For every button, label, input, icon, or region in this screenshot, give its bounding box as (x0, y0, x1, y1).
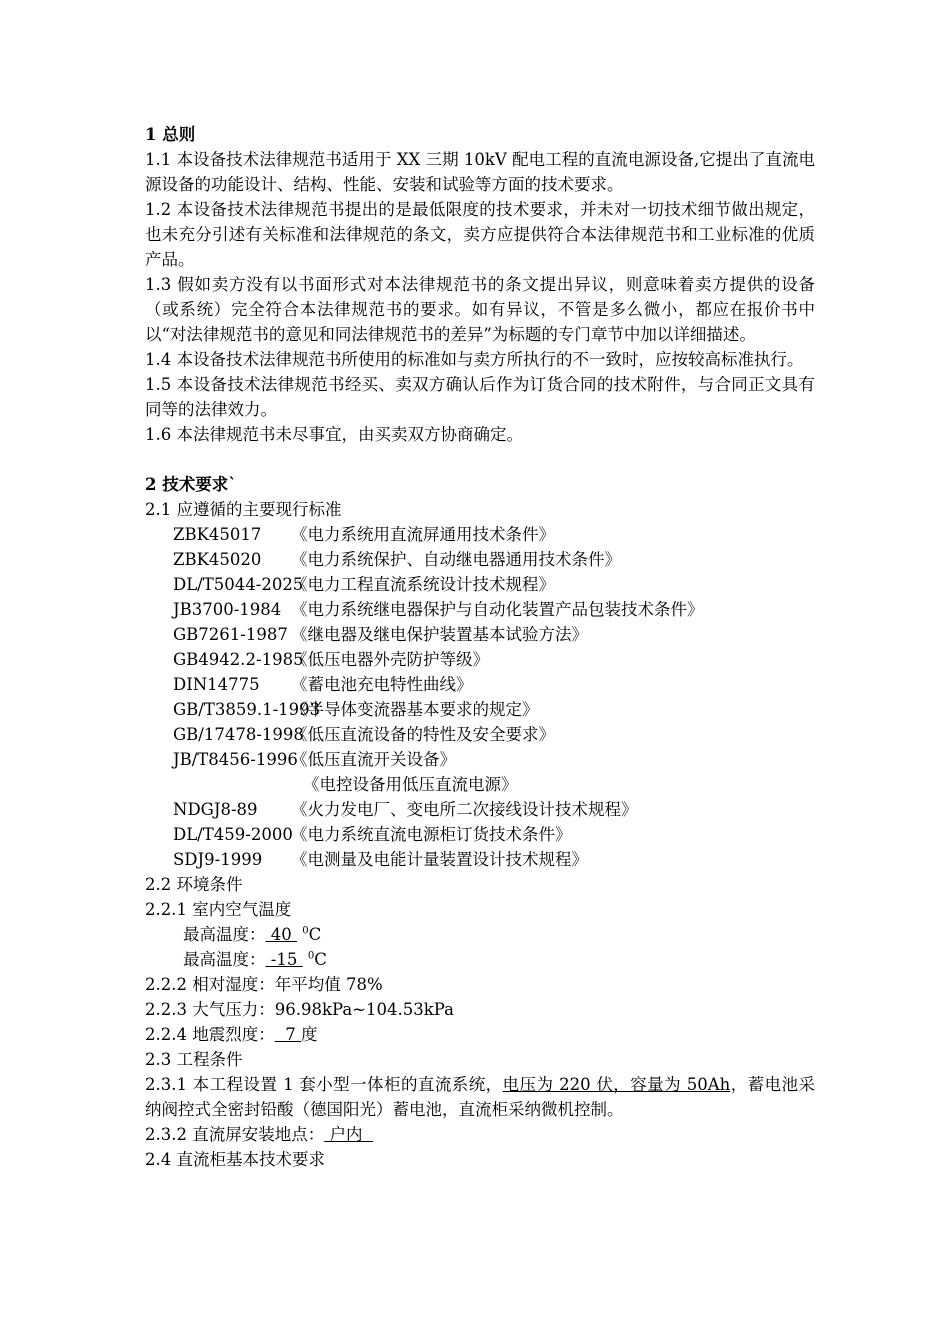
standard-title: 《火力发电厂、变电所二次接线设计技术规程》 (291, 800, 638, 819)
standard-code: NDGJ8-89 (173, 800, 258, 819)
standard-item (145, 747, 815, 772)
document-page (145, 122, 815, 1172)
standards-list (145, 522, 815, 872)
seismic-value: 7 (285, 1025, 296, 1044)
standard-title: 《低压电器外壳防护等级》 (291, 650, 489, 669)
clause-1-6: 1.6 本法律规范书未尽事宜，由买卖双方协商确定。 (145, 425, 523, 444)
temperature-unit: C (308, 925, 322, 944)
standard-item (145, 722, 815, 747)
standard-code: GB/T3859.1-1993 (173, 700, 321, 719)
clause-1-4: 1.4 本设备技术法律规范书所使用的标准如与卖方所执行的不一致时，应按较高标准执行。 (145, 350, 804, 369)
standard-item (145, 847, 815, 872)
clause-1-3: 1.3 假如卖方没有以书面形式对本法律规范书的条文提出异议，则意味着卖方提供的设备（或系统）完全符合本法律规范书的要求。如有异议，不管是多么微小，都应在报价书中以“对法律规范书的意见和同法律规范书的差异”为标题的专门章节中加以详细描述。 (145, 275, 815, 344)
standard-title: 《电力系统直流电源柜订货技术条件》 (291, 825, 572, 844)
spacer (145, 447, 815, 472)
standard-item (145, 822, 815, 847)
clause-2-2-title: 2.2 环境条件 (145, 875, 243, 894)
standard-item (145, 622, 815, 647)
install-location: 户内 (329, 1125, 363, 1144)
standard-item (145, 797, 815, 822)
voltage-capacity: 电压为 220 伏，容量为 50Ah (502, 1075, 731, 1094)
temperature-low (145, 947, 815, 972)
standard-code: ZBK45017 (173, 525, 262, 544)
standard-code: GB7261-1987 (173, 625, 288, 644)
standard-item (145, 572, 815, 597)
section-1-paragraphs (145, 147, 815, 447)
temperature-unit: C (314, 950, 327, 969)
clause-2-1-title: 2.1 应遵循的主要现行标准 (145, 500, 342, 519)
degree-sup: 0 (307, 950, 315, 962)
clause-2-2-3: 2.2.3 大气压力：96.98kPa~104.53kPa (145, 1000, 454, 1019)
temperature-low-label: 最高温度： (183, 950, 266, 969)
clause-2-2-4: 2.2.4 地震烈度： 7 度 (145, 1025, 318, 1044)
standard-title: 《电测量及电能计量装置设计技术规程》 (291, 850, 588, 869)
clause-2-3-title: 2.3 工程条件 (145, 1050, 243, 1069)
standard-code: SDJ9-1999 (173, 850, 263, 869)
standard-code: JB3700-1984 (173, 600, 282, 619)
standard-title: 《半导体变流器基本要求的规定》 (291, 700, 539, 719)
temperature-high (145, 922, 815, 947)
standard-item (145, 647, 815, 672)
standard-title: 《继电器及继电保护装置基本试验方法》 (291, 625, 588, 644)
standard-title: 《低压直流开关设备》 (291, 750, 456, 769)
standard-item (145, 772, 815, 797)
section-2-heading: 2 技术要求` (145, 475, 237, 494)
temperature-high-label: 最高温度： (183, 925, 266, 944)
temperature-low-value: -15 (270, 950, 298, 969)
standard-item (145, 697, 815, 722)
standard-title: 《电控设备用低压直流电源》 (303, 775, 518, 794)
clause-1-5: 1.5 本设备技术法律规范书经买、卖双方确认后作为订货合同的技术附件，与合同正文具有同等的法律效力。 (145, 375, 815, 419)
temperature-high-value: 40 (270, 925, 292, 944)
clause-1-1: 1.1 本设备技术法律规范书适用于 XX 三期 10kV 配电工程的直流电源设备,它提出了直流电源设备的功能设计、结构、性能、安装和试验等方面的技术要求。 (145, 150, 815, 194)
section-1-heading: 1 总则 (145, 125, 196, 144)
degree-sup: 0 (302, 925, 309, 937)
standard-item (145, 672, 815, 697)
standard-item (145, 522, 815, 547)
standard-item (145, 547, 815, 572)
standard-code: DIN14775 (173, 675, 260, 694)
standard-title: 《电力系统继电器保护与自动化装置产品包装技术条件》 (291, 600, 704, 619)
standard-code: ZBK45020 (173, 550, 262, 569)
standard-title: 《低压直流设备的特性及安全要求》 (291, 725, 555, 744)
clause-2-4-title: 2.4 直流柜基本技术要求 (145, 1150, 325, 1169)
clause-2-3-1: 2.3.1 本工程设置 1 套小型一体柜的直流系统，电压为 220 伏，容量为 50Ah，蓄电池采纳阀控式全密封铅酸（德国阳光）蓄电池，直流柜采纳微机控制。 (145, 1075, 815, 1119)
clause-2-2-2: 2.2.2 相对湿度：年平均值 78% (145, 975, 383, 994)
standard-item (145, 597, 815, 622)
clause-2-3-2: 2.3.2 直流屏安装地点： 户内 (145, 1122, 815, 1147)
standard-title: 《电力工程直流系统设计技术规程》 (291, 575, 555, 594)
clause-2-2-1-title: 2.2.1 室内空气温度 (145, 900, 292, 919)
standard-code: GB/17478-1998 (173, 725, 304, 744)
standard-title: 《电力系统用直流屏通用技术条件》 (291, 525, 555, 544)
standard-code: DL/T459-2000 (173, 825, 293, 844)
standard-code: GB4942.2-1985 (173, 650, 304, 669)
standard-title: 《电力系统保护、自动继电器通用技术条件》 (291, 550, 621, 569)
clause-1-2: 1.2 本设备技术法律规范书提出的是最低限度的技术要求，并未对一切技术细节做出规定，也未充分引述有关标准和法律规范的条文，卖方应提供符合本法律规范书和工业标准的优质产品。 (145, 200, 815, 269)
standard-title: 《蓄电池充电特性曲线》 (291, 675, 473, 694)
standard-code: DL/T5044-2025 (173, 575, 304, 594)
standard-code: JB/T8456-1996 (173, 750, 298, 769)
